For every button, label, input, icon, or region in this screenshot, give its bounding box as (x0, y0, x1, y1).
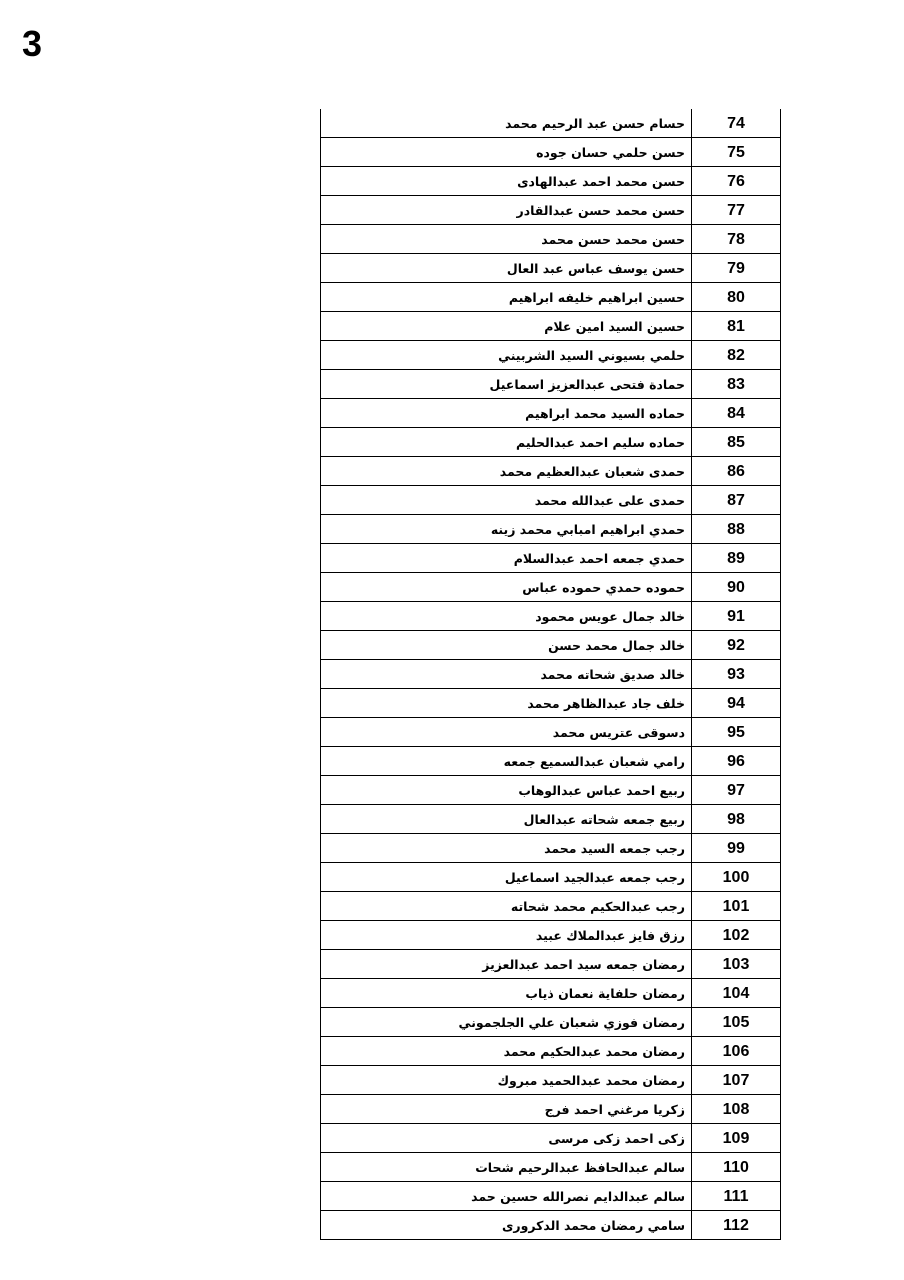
table-row (321, 428, 781, 457)
number-cell: 75 (692, 138, 781, 167)
number-cell: 88 (692, 515, 781, 544)
name-cell: حمدي جمعه احمد عبدالسلام (321, 544, 692, 573)
name-cell: رجب جمعه السيد محمد (321, 834, 692, 863)
table-row (321, 196, 781, 225)
name-cell: حسن حلمي حسان جوده (321, 138, 692, 167)
number-cell: 105 (692, 1008, 781, 1037)
name-cell: حمدى شعبان عبدالعظيم محمد (321, 457, 692, 486)
table-row (321, 863, 781, 892)
name-cell: حسين ابراهيم خليفه ابراهيم (321, 283, 692, 312)
number-cell: 112 (692, 1211, 781, 1240)
table-row (321, 602, 781, 631)
number-cell: 85 (692, 428, 781, 457)
name-cell: حسام حسن عبد الرحيم محمد (321, 109, 692, 138)
table-row (321, 225, 781, 254)
table-row (321, 1008, 781, 1037)
name-cell: حسين السيد امين علام (321, 312, 692, 341)
number-cell: 84 (692, 399, 781, 428)
number-cell: 76 (692, 167, 781, 196)
table-row (321, 1066, 781, 1095)
name-cell: حلمي بسيوني السيد الشربيني (321, 341, 692, 370)
number-cell: 97 (692, 776, 781, 805)
name-cell: ربيع احمد عباس عبدالوهاب (321, 776, 692, 805)
number-cell: 95 (692, 718, 781, 747)
name-cell: خالد جمال عويس محمود (321, 602, 692, 631)
number-cell: 94 (692, 689, 781, 718)
table-row (321, 1182, 781, 1211)
name-cell: خلف جاد عبدالظاهر محمد (321, 689, 692, 718)
table-row (321, 399, 781, 428)
table-row (321, 283, 781, 312)
table-row (321, 689, 781, 718)
number-cell: 92 (692, 631, 781, 660)
table-row (321, 457, 781, 486)
table-row (321, 892, 781, 921)
name-cell: حماده السيد محمد ابراهيم (321, 399, 692, 428)
number-cell: 78 (692, 225, 781, 254)
table-row (321, 254, 781, 283)
number-cell: 79 (692, 254, 781, 283)
number-cell: 100 (692, 863, 781, 892)
table-row (321, 138, 781, 167)
number-cell: 86 (692, 457, 781, 486)
table-row (321, 370, 781, 399)
name-cell: خالد صديق شحاته محمد (321, 660, 692, 689)
table-row (321, 312, 781, 341)
table-row (321, 776, 781, 805)
table-row (321, 979, 781, 1008)
name-cell: حموده حمدي حموده عباس (321, 573, 692, 602)
number-cell: 80 (692, 283, 781, 312)
number-cell: 109 (692, 1124, 781, 1153)
number-cell: 90 (692, 573, 781, 602)
table-row (321, 486, 781, 515)
table-row (321, 660, 781, 689)
number-cell: 99 (692, 834, 781, 863)
name-cell: رجب جمعه عبدالجيد اسماعيل (321, 863, 692, 892)
table-row (321, 950, 781, 979)
number-cell: 110 (692, 1153, 781, 1182)
name-cell: دسوقى عتريس محمد (321, 718, 692, 747)
table-row (321, 573, 781, 602)
number-cell: 81 (692, 312, 781, 341)
name-cell: حماده سليم احمد عبدالحليم (321, 428, 692, 457)
name-cell: حسن يوسف عباس عبد العال (321, 254, 692, 283)
names-table-body (321, 109, 781, 1240)
number-cell: 106 (692, 1037, 781, 1066)
number-cell: 83 (692, 370, 781, 399)
name-cell: رمضان فوزي شعبان علي الجلجموني (321, 1008, 692, 1037)
table-row (321, 341, 781, 370)
number-cell: 108 (692, 1095, 781, 1124)
name-cell: ربيع جمعه شحاته عبدالعال (321, 805, 692, 834)
number-cell: 98 (692, 805, 781, 834)
number-cell: 87 (692, 486, 781, 515)
table-row (321, 834, 781, 863)
name-cell: رزق فايز عبدالملاك عبيد (321, 921, 692, 950)
name-cell: رجب عبدالحكيم محمد شحاته (321, 892, 692, 921)
table-row (321, 747, 781, 776)
number-cell: 91 (692, 602, 781, 631)
name-cell: سالم عبدالدايم نصرالله حسين حمد (321, 1182, 692, 1211)
names-table (320, 109, 781, 1240)
number-cell: 104 (692, 979, 781, 1008)
name-cell: رمضان محمد عبدالحميد مبروك (321, 1066, 692, 1095)
table-row (321, 515, 781, 544)
name-cell: سامي رمضان محمد الدكرورى (321, 1211, 692, 1240)
name-cell: رمضان حلفاية نعمان ذياب (321, 979, 692, 1008)
name-cell: رمضان جمعه سيد احمد عبدالعزيز (321, 950, 692, 979)
name-cell: زكريا مرغني احمد فرج (321, 1095, 692, 1124)
number-cell: 89 (692, 544, 781, 573)
table-row (321, 1211, 781, 1240)
name-cell: رامي شعبان عبدالسميع جمعه (321, 747, 692, 776)
name-cell: رمضان محمد عبدالحكيم محمد (321, 1037, 692, 1066)
table-row (321, 1124, 781, 1153)
table-row (321, 109, 781, 138)
name-cell: حمدي ابراهيم امبابي محمد زينه (321, 515, 692, 544)
number-cell: 77 (692, 196, 781, 225)
name-cell: حسن محمد احمد عبدالهادى (321, 167, 692, 196)
table-row (321, 921, 781, 950)
number-cell: 107 (692, 1066, 781, 1095)
number-cell: 102 (692, 921, 781, 950)
number-cell: 96 (692, 747, 781, 776)
table-row (321, 167, 781, 196)
name-cell: خالد جمال محمد حسن (321, 631, 692, 660)
name-cell: سالم عبدالحافظ عبدالرحيم شحات (321, 1153, 692, 1182)
table-row (321, 1095, 781, 1124)
number-cell: 74 (692, 109, 781, 138)
number-cell: 82 (692, 341, 781, 370)
table-row (321, 631, 781, 660)
table-row (321, 1037, 781, 1066)
table-row (321, 805, 781, 834)
name-cell: حمادة فتحى عبدالعزيز اسماعيل (321, 370, 692, 399)
name-cell: حسن محمد حسن عبدالقادر (321, 196, 692, 225)
table-row (321, 718, 781, 747)
number-cell: 103 (692, 950, 781, 979)
name-cell: حسن محمد حسن محمد (321, 225, 692, 254)
number-cell: 101 (692, 892, 781, 921)
table-row (321, 544, 781, 573)
name-cell: حمدى على عبدالله محمد (321, 486, 692, 515)
number-cell: 111 (692, 1182, 781, 1211)
page-number: 3 (22, 23, 43, 64)
name-cell: زكى احمد زكى مرسى (321, 1124, 692, 1153)
table-row (321, 1153, 781, 1182)
number-cell: 93 (692, 660, 781, 689)
